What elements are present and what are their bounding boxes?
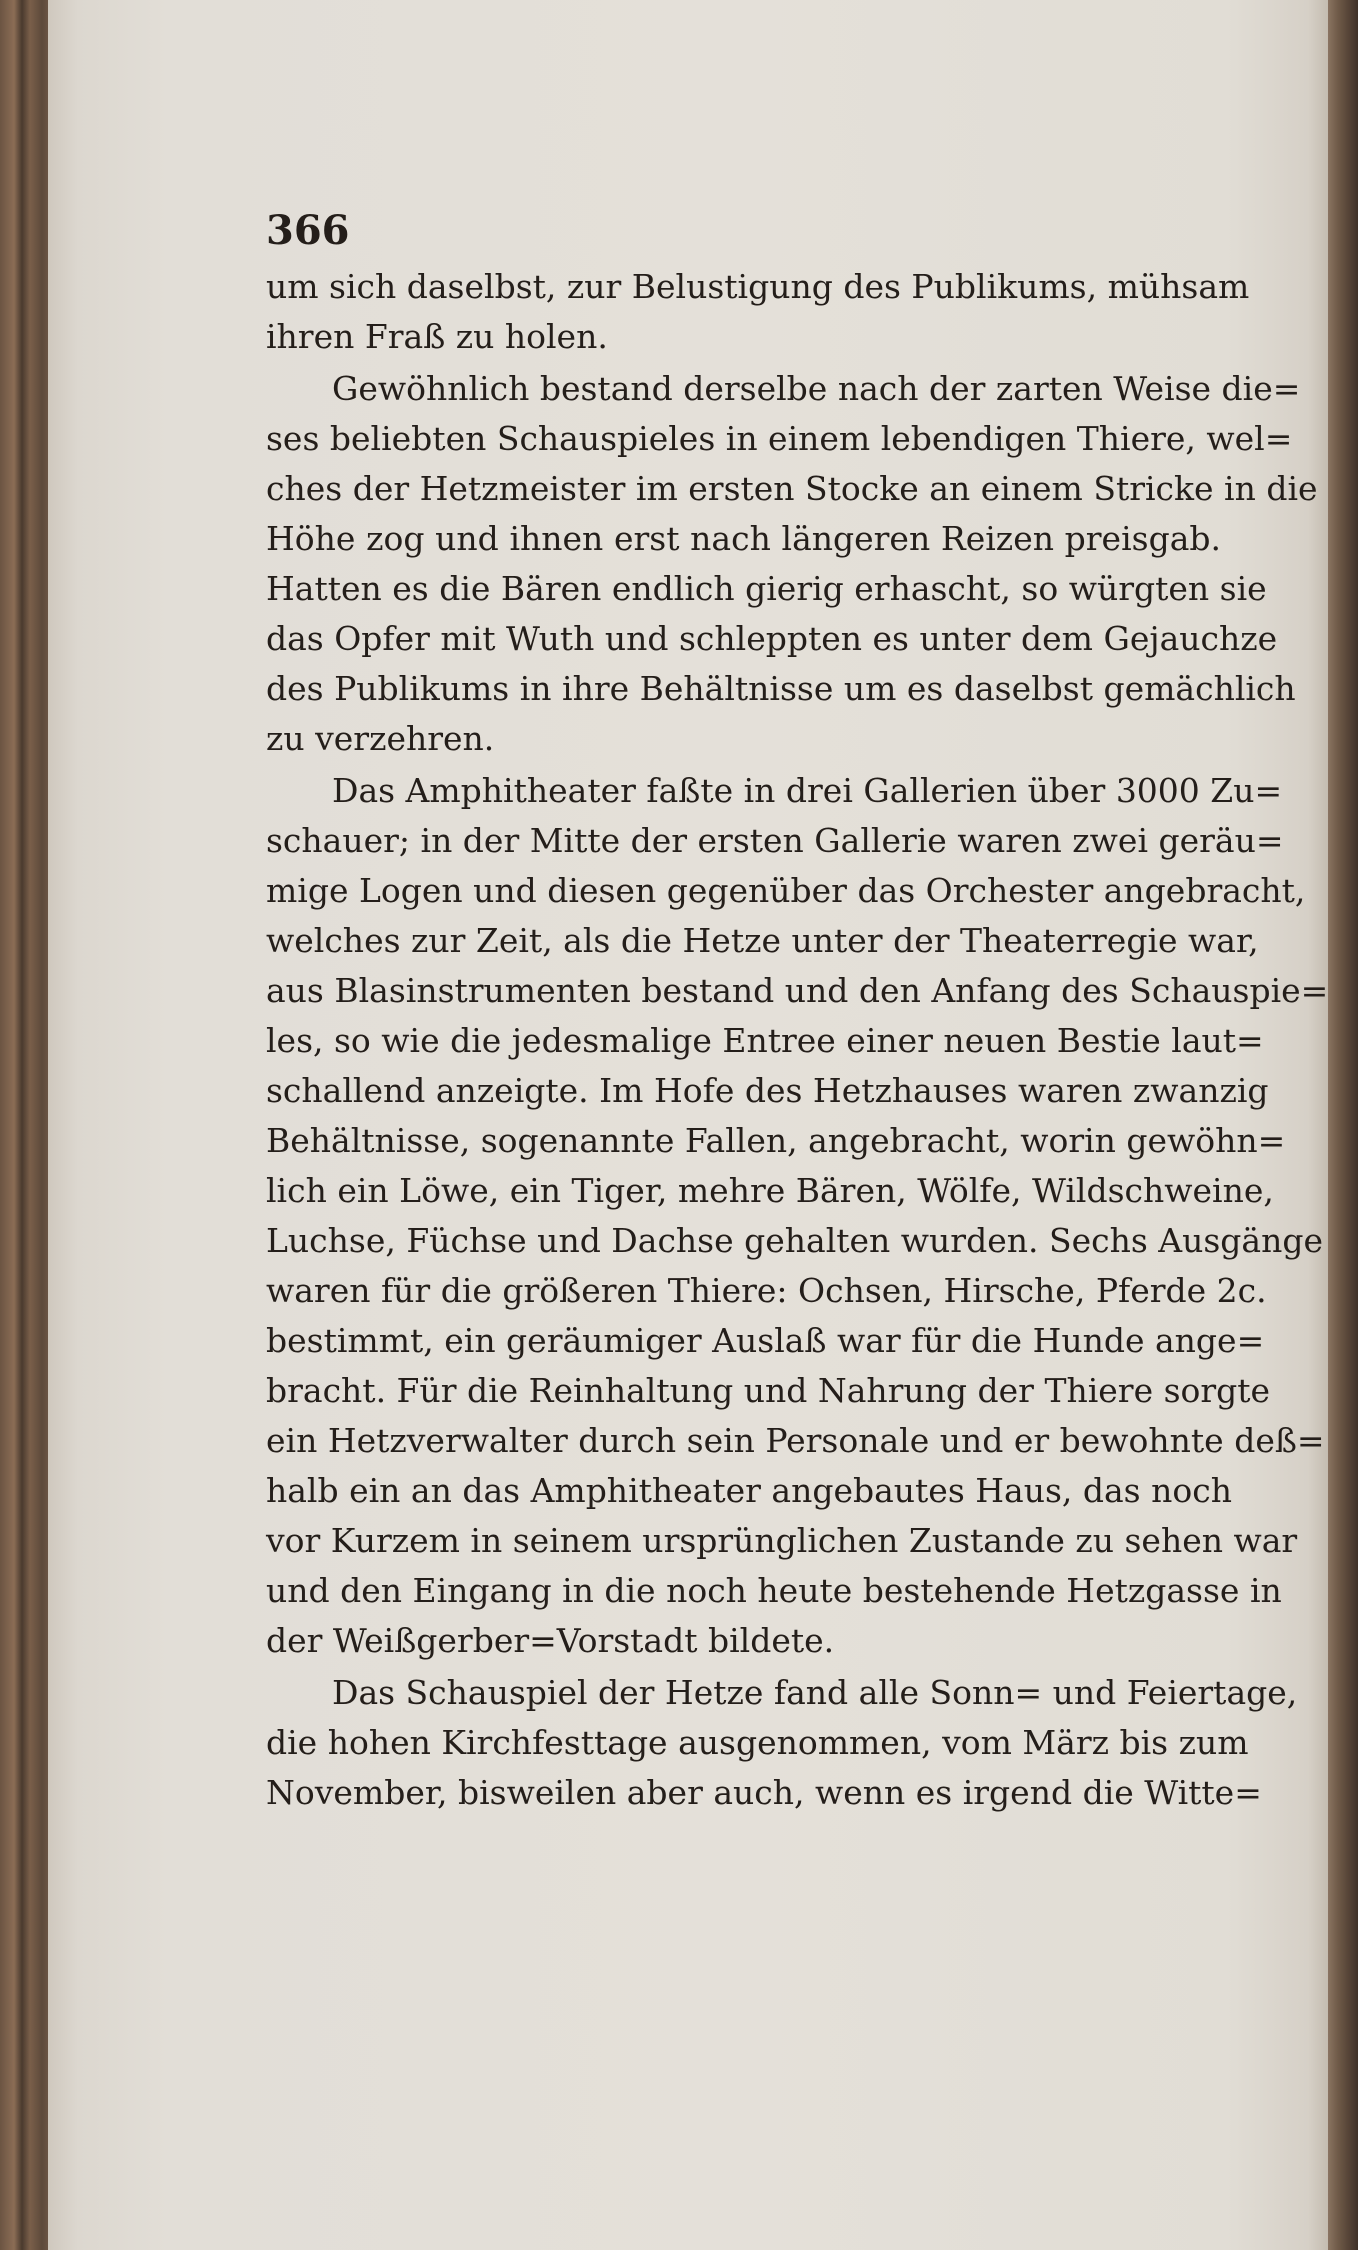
text-block xyxy=(266,200,1329,1818)
text-line: lich ein Löwe, ein Tiger, mehre Bären, Wölfe, Wildschweine, xyxy=(266,1171,1274,1210)
text-line: der Weißgerber=Vorstadt bildete. xyxy=(266,1621,835,1660)
text-line: les, so wie die jedesmalige Entree einer neuen Bestie laut= xyxy=(266,1021,1264,1060)
text-line: halb ein an das Amphitheater angebautes Haus, das noch xyxy=(266,1471,1232,1510)
text-line: das Opfer mit Wuth und schleppten es unter dem Gejauchze xyxy=(266,619,1278,658)
text-line: ches der Hetzmeister im ersten Stocke an einem Stricke in die xyxy=(266,469,1318,508)
page-edge xyxy=(1328,0,1358,2250)
text-line: Höhe zog und ihnen erst nach längeren Reizen preisgab. xyxy=(266,519,1221,558)
text-line: bracht. Für die Reinhaltung und Nahrung der Thiere sorgte xyxy=(266,1371,1271,1410)
paragraph xyxy=(266,364,1318,764)
text-line: zu verzehren. xyxy=(266,719,495,758)
text-line: welches zur Zeit, als die Hetze unter der Theaterregie war, xyxy=(266,921,1259,960)
text-line: Luchse, Füchse und Dachse gehalten wurden. Sechs Ausgänge xyxy=(266,1221,1323,1260)
text-line: um sich daselbst, zur Belustigung des Publikums, mühsam xyxy=(266,267,1250,306)
paragraph xyxy=(266,766,1329,1666)
text-line: Hatten es die Bären endlich gierig erhascht, so würgten sie xyxy=(266,569,1267,608)
text-line: die hohen Kirchfesttage ausgenommen, vom März bis zum xyxy=(266,1723,1249,1762)
text-line: Das Amphitheater faßte in drei Gallerien über 3000 Zu= xyxy=(332,771,1283,810)
text-line: bestimmt, ein geräumiger Auslaß war für die Hunde ange= xyxy=(266,1321,1265,1360)
text-line: ses beliebten Schauspieles in einem lebendigen Thiere, wel= xyxy=(266,419,1293,458)
text-line: November, bisweilen aber auch, wenn es irgend die Witte= xyxy=(266,1773,1262,1812)
paragraph xyxy=(266,1668,1298,1818)
text-line: ein Hetzverwalter durch sein Personale und er bewohnte deß= xyxy=(266,1421,1325,1460)
text-line: des Publikums in ihre Behältnisse um es daselbst gemächlich xyxy=(266,669,1296,708)
text-line: vor Kurzem in seinem ursprünglichen Zustande zu sehen war xyxy=(266,1521,1298,1560)
page-number: 366 xyxy=(266,207,350,254)
text-line: und den Eingang in die noch heute bestehende Hetzgasse in xyxy=(266,1571,1282,1610)
text-line: waren für die größeren Thiere: Ochsen, Hirsche, Pferde 2c. xyxy=(266,1271,1267,1310)
text-line: mige Logen und diesen gegenüber das Orchester angebracht, xyxy=(266,871,1306,910)
text-line: Das Schauspiel der Hetze fand alle Sonn= und Feiertage, xyxy=(332,1673,1298,1712)
text-line: Gewöhnlich bestand derselbe nach der zarten Weise die= xyxy=(332,369,1301,408)
text-line: aus Blasinstrumenten bestand und den Anfang des Schauspie= xyxy=(266,971,1329,1010)
text-line: ihren Fraß zu holen. xyxy=(266,317,608,356)
text-line: Behältnisse, sogenannte Fallen, angebracht, worin gewöhn= xyxy=(266,1121,1286,1160)
text-line: schauer; in der Mitte der ersten Gallerie waren zwei geräu= xyxy=(266,821,1284,860)
paragraph xyxy=(266,262,1250,362)
text-line: schallend anzeigte. Im Hofe des Hetzhauses waren zwanzig xyxy=(266,1071,1269,1110)
